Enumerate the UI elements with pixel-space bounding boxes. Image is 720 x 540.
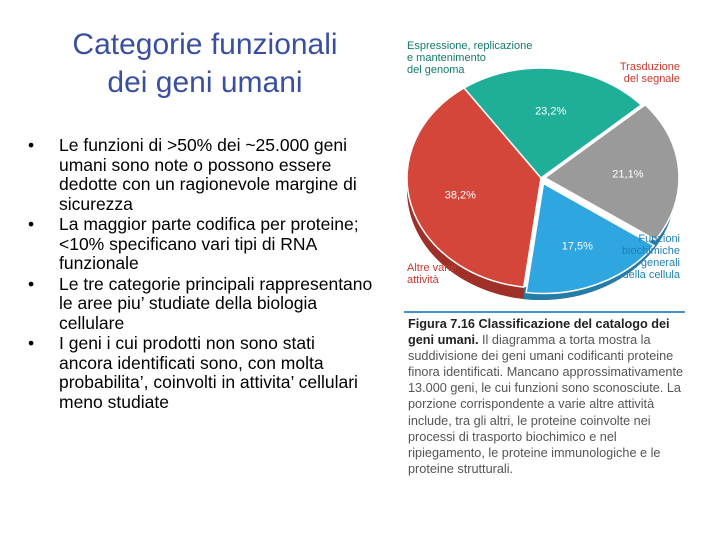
bullet-dot: • xyxy=(28,273,35,294)
bullet-item xyxy=(28,275,373,334)
pie-category-label-2-line-3: generali xyxy=(640,257,680,269)
bullet-dot: • xyxy=(28,135,35,155)
pie-category-label-0-line-3: del genoma xyxy=(407,64,465,76)
bullet-text: I geni i cui prodotti non sono stati ancora identificati sono, con molta probabilita’, coinvolti in attivita’ cellulari meno studiate xyxy=(59,333,358,412)
pie-value-label-1: 21,1% xyxy=(612,168,644,181)
caption-text: Il diagramma a torta mostra la suddivisione dei geni umani codificanti proteine finora identificati. Mancano approssimativamente 13.000 geni, le cui funzioni sono sconosciute. La porzione corrispondente a varie altre attività include, tra gli altri, le proteine coinvolte nei processi di trasporto biochimico e nel ripiegamento, le proteine immunologiche e le proteine strutturali. xyxy=(408,333,684,476)
bullet-dot: • xyxy=(28,333,35,353)
pie-category-label-2-line-4: della cellula xyxy=(622,269,680,281)
pie-category-label-2-line-2: biochimiche xyxy=(621,245,680,257)
caption-figure-title: Figura 7.16 Classificazione del catalogo dei geni umani. xyxy=(408,317,670,348)
pie-value-label-3: 38,2% xyxy=(444,189,476,202)
pie-category-label-1-line-2: del segnale xyxy=(623,73,680,85)
caption-divider xyxy=(404,311,685,313)
pie-category-label-3-line-1: Altre varie xyxy=(407,262,457,274)
bullet-text: La maggior parte codifica per proteine; <10% specificano vari tipi di RNA funzionale xyxy=(59,214,359,273)
bullet-item xyxy=(28,136,373,214)
pie-value-label-2: 17,5% xyxy=(561,240,593,253)
pie-category-label-1 xyxy=(580,61,680,85)
bullet-item xyxy=(28,334,373,412)
bullet-text: Le tre categorie principali rappresentano le aree piu’ studiate della biologia cellulare xyxy=(59,273,373,333)
slide-title-line-1: Categorie funzionali xyxy=(72,28,338,61)
pie-category-label-0-line-1: Espressione, replicazione xyxy=(407,40,533,52)
bullet-item xyxy=(28,215,373,274)
slide-title-line-2: dei geni umani xyxy=(107,66,303,99)
slide-title xyxy=(20,26,390,102)
pie-category-label-2-line-1: Funzioni xyxy=(638,233,680,245)
bullet-text: Le funzioni di >50% dei ~25.000 geni umani sono note o possono essere dedotte con un ragionevole margine di sicurezza xyxy=(59,135,357,214)
bullet-dot: • xyxy=(28,214,35,234)
pie-category-label-3-line-2: attività xyxy=(407,274,439,286)
bullet-list xyxy=(28,136,373,413)
pie-category-label-0 xyxy=(407,40,532,76)
pie-value-label-0: 23,2% xyxy=(535,105,567,118)
figure-caption xyxy=(408,316,688,477)
pie-category-label-0-line-2: e mantenimento xyxy=(407,52,486,64)
pie-category-label-3 xyxy=(407,262,457,286)
pie-category-label-2 xyxy=(590,233,680,281)
pie-category-label-1-line-1: Trasduzione xyxy=(619,61,680,73)
